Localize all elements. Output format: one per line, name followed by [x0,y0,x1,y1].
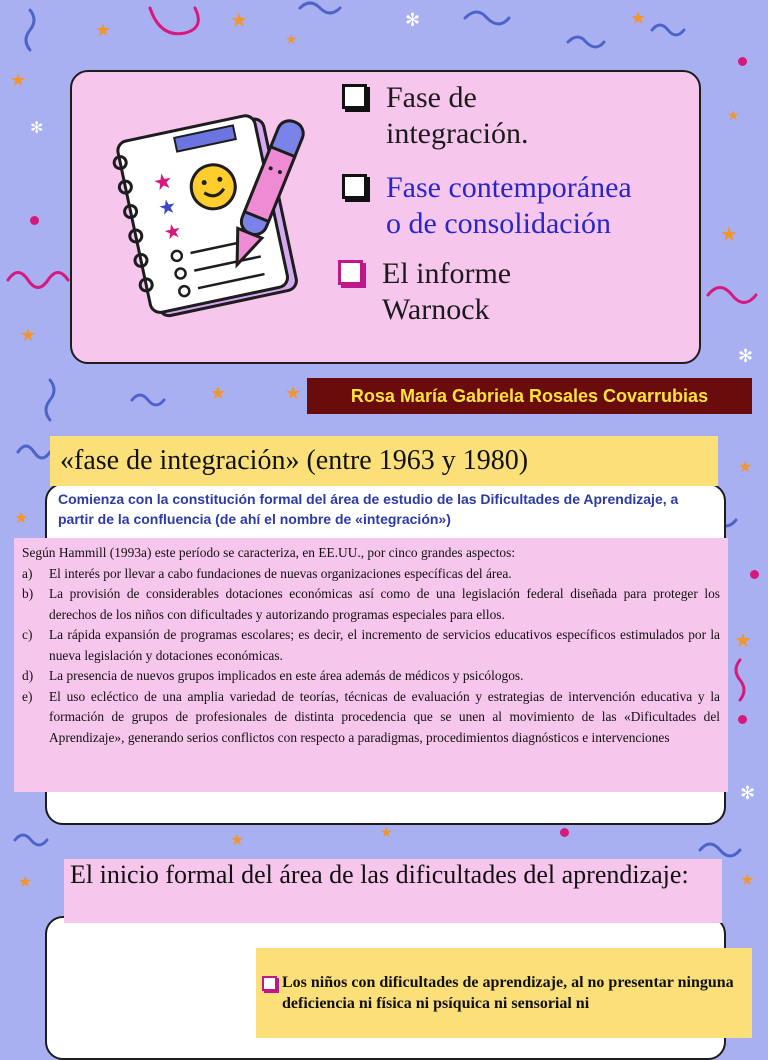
list-marker: a) [22,565,33,581]
pen-illustration [225,108,305,278]
dot-decoration [738,57,747,66]
star-icon: ★ [738,457,753,476]
star-icon: ★ [95,20,112,41]
star-icon: ★ [14,508,29,527]
hero-bullet-line: Fase de [386,81,477,114]
checkbox-icon [342,84,367,109]
list-item-text: El interés por llevar a cabo fundaciones de nuevas organizaciones específicas del área. [49,565,512,581]
list-item [22,625,720,666]
list-item-text: El uso ecléctico de una amplia variedad de teorías, técnicas de evaluación y estrategias de intervención educativa y la formación de grupos de profesionales de distinta procedencia que se unen al movimiento de las «Dificultades del Aprendizaje», generando serios conflictos con respecto a paradigmas, procedimientos diagnósticos e intervenciones [49,688,720,745]
section1-title: «fase de integración» (entre 1963 y 1980) [50,436,718,486]
checkbox-icon [262,976,277,991]
checkbox-icon [338,260,363,285]
star-icon: ★ [720,222,738,246]
list-item-text: La rápida expansión de programas escolares; es decir, el incremento de servicios educativos específicos estimulados por la nueva legislación y dotaciones económicas. [49,627,720,663]
section2-bullet-text: Los niños con dificultades de aprendizaje, al no presentar ninguna deficiencia ni física ni psíquica ni sensorial ni [282,974,734,1012]
dot-decoration [738,715,747,724]
list-item-text: La provisión de considerables dotaciones económicas así como de una legislación federal diseñada para proteger los derechos de los niños con dificultades y autorizando programas especiales para ellos. [49,586,720,622]
star-icon: ★ [285,32,298,48]
star-icon: ★ [18,872,33,891]
list-item [22,666,720,687]
sparkle-icon: ✻ [30,118,44,137]
hero-bullet-line: Fase contemporánea [386,171,632,204]
star-icon: ★ [20,325,37,346]
hero-bullet-line: o de consolidación [386,207,611,240]
svg-text:★: ★ [150,168,176,197]
star-icon: ★ [210,383,227,404]
sparkle-icon: ✻ [738,346,754,367]
list-marker: b) [22,586,34,601]
checkbox-icon [342,174,367,199]
star-icon: ★ [380,825,393,841]
star-icon: ★ [734,628,752,652]
star-icon: ★ [10,70,27,91]
list-marker: e) [22,688,33,704]
svg-text:★: ★ [156,193,179,221]
dot-decoration [560,828,569,837]
list-item [22,564,720,585]
list-item [22,687,720,749]
list-marker: c) [22,627,33,642]
hero-bullet-line: Warnock [382,293,490,326]
list-item [22,584,720,625]
dot-decoration [30,216,39,225]
hero-bullet-line: integración. [386,117,529,150]
star-icon: ★ [230,8,248,32]
sparkle-icon: ✻ [740,783,756,804]
list-item-text: La presencia de nuevos grupos implicados en este área además de médicos y psicólogos. [49,668,524,683]
star-icon: ★ [285,383,302,404]
section1-intro: Según Hammill (1993a) este período se caracteriza, en EE.UU., por cinco grandes aspectos: [22,545,516,560]
section2-bullet-box [256,948,752,1038]
section1-lead: Comienza con la constitución formal del área de estudio de las Dificultades de Aprendizaje, a partir de la confluencia (de ahí el nombre de «integración») [58,491,679,527]
hero-bullet-line: El informe [382,257,512,290]
section1-body [14,538,728,792]
list-marker: d) [22,668,34,683]
svg-text:★: ★ [161,217,184,245]
author-banner: Rosa María Gabriela Rosales Covarrubias [307,378,752,414]
sparkle-icon: ✻ [405,10,421,31]
star-icon: ★ [630,8,647,29]
section2-title: El inicio formal del área de las dificultades del aprendizaje: [64,859,722,923]
star-icon: ★ [740,870,755,889]
star-icon: ★ [727,108,740,124]
star-icon: ★ [230,830,245,849]
dot-decoration [750,570,759,579]
